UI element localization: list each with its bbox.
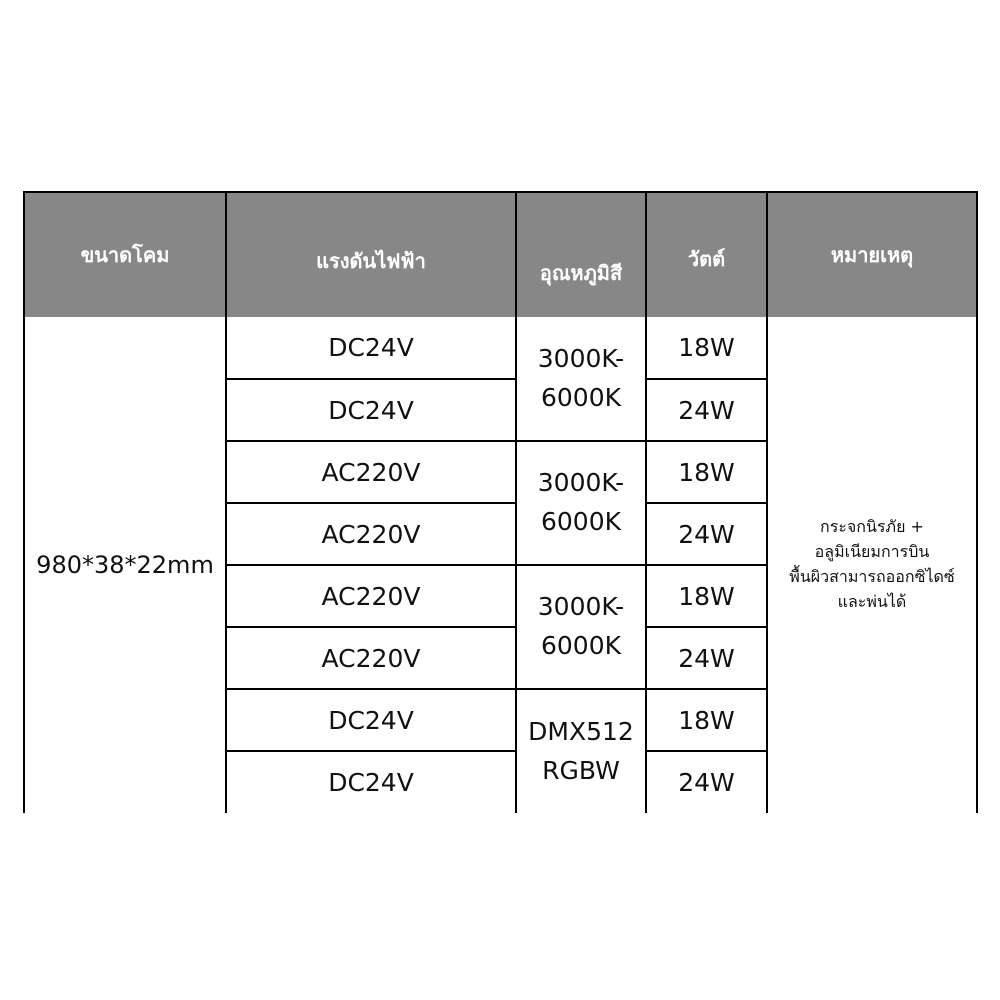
header-size: ขนาดโคม xyxy=(24,192,226,317)
header-color-temp: อุณหภูมิสี xyxy=(516,192,646,317)
watt-cell: 18W xyxy=(646,441,767,503)
color-temp-cell: 3000K- 6000K xyxy=(516,565,646,689)
dimension-cell: 980*38*22mm xyxy=(24,317,226,813)
color-temp-cell: 3000K- 6000K xyxy=(516,317,646,441)
voltage-cell: DC24V xyxy=(226,689,516,751)
voltage-cell: DC24V xyxy=(226,379,516,441)
color-temp-cell: DMX512 RGBW xyxy=(516,689,646,813)
voltage-cell: AC220V xyxy=(226,565,516,627)
watt-cell: 24W xyxy=(646,503,767,565)
watt-cell: 18W xyxy=(646,565,767,627)
color-temp-cell: 3000K- 6000K xyxy=(516,441,646,565)
header-note: หมายเหตุ xyxy=(767,192,977,317)
table-row xyxy=(24,317,977,379)
watt-cell: 24W xyxy=(646,627,767,689)
header-voltage: แรงดันไฟฟ้า xyxy=(226,192,516,317)
watt-cell: 24W xyxy=(646,751,767,813)
header-watt: วัตต์ xyxy=(646,192,767,317)
note-cell: กระจกนิรภัย + อลูมิเนียมการบิน พื้นผิวสามารถออกซิไดซ์ และพ่นได้ xyxy=(767,317,977,813)
voltage-cell: AC220V xyxy=(226,627,516,689)
spec-table xyxy=(23,191,978,813)
voltage-cell: AC220V xyxy=(226,503,516,565)
voltage-cell: DC24V xyxy=(226,751,516,813)
voltage-cell: AC220V xyxy=(226,441,516,503)
watt-cell: 18W xyxy=(646,317,767,379)
header-row xyxy=(24,192,977,317)
watt-cell: 18W xyxy=(646,689,767,751)
voltage-cell: DC24V xyxy=(226,317,516,379)
watt-cell: 24W xyxy=(646,379,767,441)
